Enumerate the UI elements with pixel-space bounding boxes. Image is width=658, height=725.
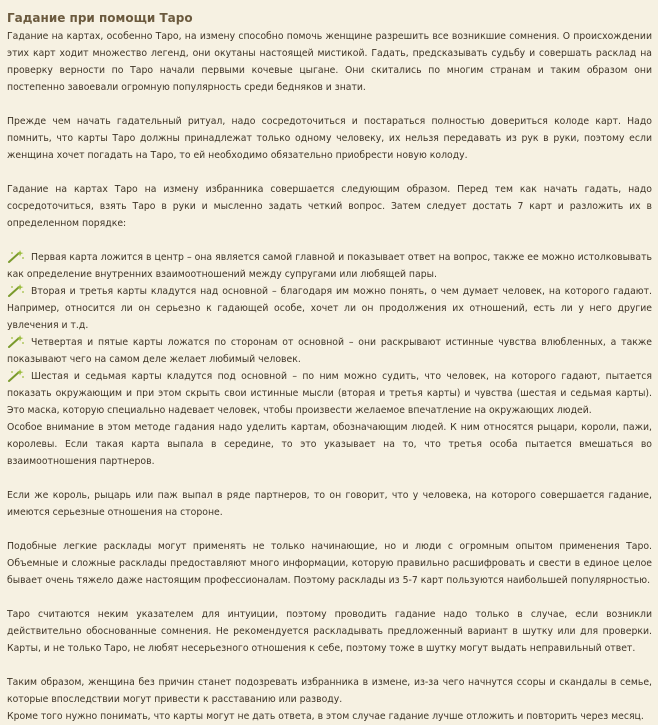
paragraph-no-answer: Кроме того нужно понимать, что карты могут не дать ответа, в этом случае гадание лучше отложить и повторить через месяц. xyxy=(7,711,644,722)
list-item-text: Шестая и седьмая карты кладутся под основной – по ним можно судить, что человек, на которого гадают, пытается показать окружающим и при этом скрыть свои истинные мысли (вторая и третья карты) и чувства (шестая и седьмая карты). Это маска, которую специально надевает человек, чтобы произвести желаемое впечатление на окружающих людей. xyxy=(7,371,652,416)
magic-wand-icon xyxy=(7,369,25,382)
paragraph-suspicion: Таким образом, женщина без причин станет подозревать избранника в измене, из-за чего начнутся ссоры и скандалы в семье, которые впоследствии могут привести к расставанию или разводу. xyxy=(7,677,652,705)
list-item xyxy=(7,368,652,419)
list-item xyxy=(7,283,652,334)
magic-wand-icon xyxy=(7,284,25,297)
paragraph-people-cards: Особое внимание в этом методе гадания надо уделить картам, обозначающим людей. К ним относятся рыцари, короли, пажи, королевы. Если такая карта выпала в середине, то это указывает на то, что третья особа пытается вмешаться во взаимоотношения партнеров. xyxy=(7,422,652,467)
page-title: Гадание при помощи Таро xyxy=(7,11,193,25)
list-item-text: Четвертая и пятые карты ложатся по сторонам от основной – они раскрывают истинные чувства влюбленных, а также показывают чего на самом деле желает любимый человек. xyxy=(7,337,652,365)
magic-wand-icon xyxy=(7,250,25,263)
list-item-text: Вторая и третья карты кладутся над основной – благодаря им можно понять, о чем думает человек, на которого гадают. Например, относится ли он серьезно к гадающей особе, хочет ли он продолжения их отношений, есть ли у него другие увлечения и т.д. xyxy=(7,286,652,331)
list-item xyxy=(7,334,652,368)
paragraph-method: Гадание на картах Таро на измену избранника совершается следующим образом. Перед тем как начать гадать, надо сосредоточиться, взять Таро в руки и мысленно задать четкий вопрос. Затем следует достать 7 карт и разложить их в определенном порядке: xyxy=(7,184,652,229)
list-item-text: Первая карта ложится в центр – она является самой главной и показывает ответ на вопрос, также ее можно истолковывать как определение внутренних взаимоотношений между супругами или любящей пары. xyxy=(7,252,652,280)
magic-wand-icon xyxy=(7,335,25,348)
paragraph-king-knight: Если же король, рыцарь или паж выпал в ряде партнеров, то он говорит, что у человека, на которого совершается гадание, имеются серьезные отношения на стороне. xyxy=(7,490,652,518)
paragraph-preparation: Прежде чем начать гадательный ритуал, надо сосредоточиться и постараться полностью довериться колоде карт. Надо помнить, что карты Таро должны принадлежат только одному человеку, их нельзя передавать из рук в руки, поэтому если женщина хочет погадать на Таро, то ей необходимо обязательно приобрести новую колоду. xyxy=(7,116,652,161)
paragraph-intuition: Таро считаются неким указателем для интуиции, поэтому проводить гадание надо только в случае, если возникли действительно обоснованные сомнения. Не рекомендуется раскладывать предложенный вариант в шутку или для проверки. Карты, и не только Таро, не любят несерьезного отношения к себе, поэтому тоже в шутку могут выдать неправильный ответ. xyxy=(7,609,652,654)
list-item xyxy=(7,249,652,283)
paragraph-layouts: Подобные легкие расклады могут применять не только начинающие, но и люди с огромным опытом применения Таро. Объемные и сложные расклады предоставляют много информации, которую правильно расшифровать и свести в единое целое бывает очень тяжело даже настоящим профессионалам. Поэтому расклады из 5-7 карт пользуются наибольшей популярностью. xyxy=(7,541,652,586)
paragraph-intro: Гадание на картах, особенно Таро, на измену способно помочь женщине разрешить все возникшие сомнения. О происхождении этих карт ходит множество легенд, они окутаны настоящей мистикой. Гадать, предсказывать судьбу и совершать расклад на проверку верности по Таро начали первыми кочевые цыгане. Они скитались по многим странам и таким образом они постепенно завоевали огромную популярность среди бедняков и знати. xyxy=(7,31,652,93)
